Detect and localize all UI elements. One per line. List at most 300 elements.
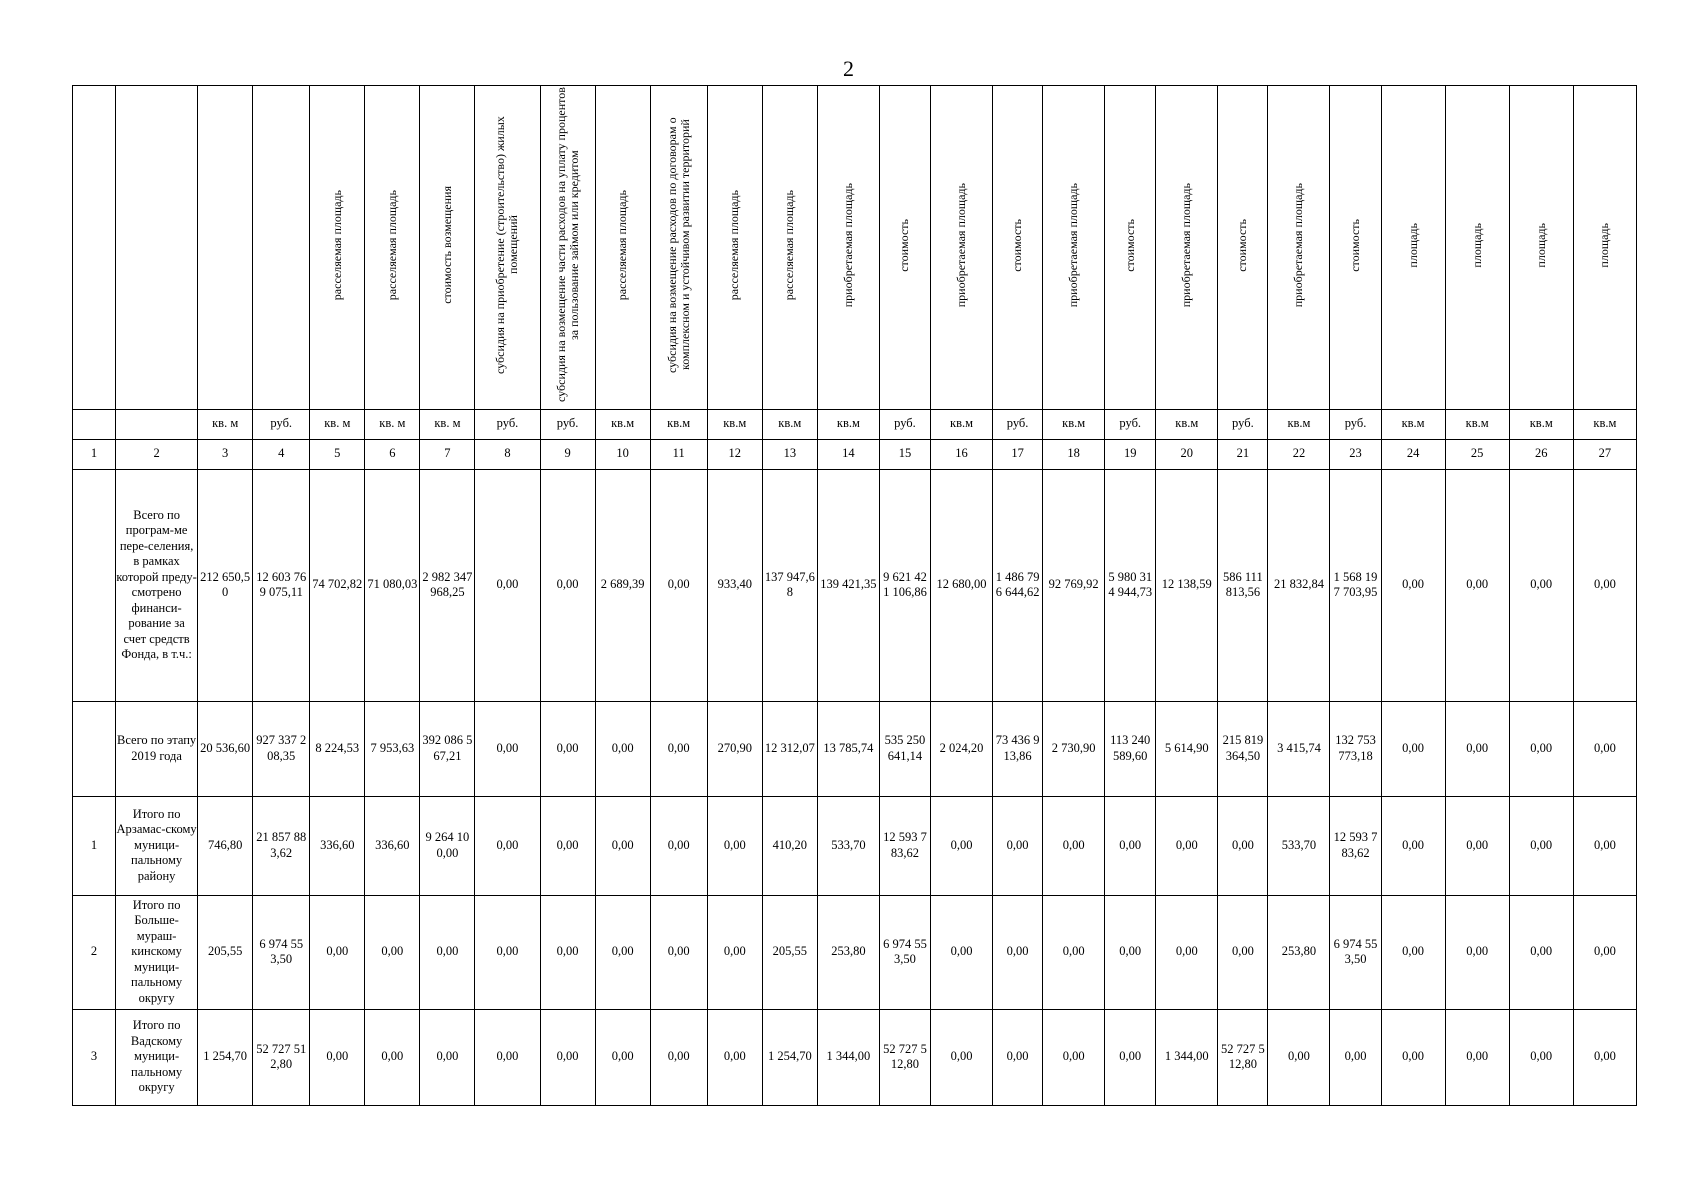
cell-value: 12 593 783,62 — [883, 830, 927, 860]
unit-cell — [73, 409, 116, 439]
cell-value: 2 730,90 — [1051, 740, 1096, 755]
value-cell — [707, 701, 762, 796]
value-cell — [1218, 469, 1268, 701]
unit-cell: кв. м — [365, 409, 420, 439]
cell-value: 586 111 813,56 — [1223, 569, 1263, 599]
column-number-cell: 17 — [993, 439, 1043, 469]
value-cell — [762, 469, 817, 701]
cell-value: 0,00 — [496, 944, 519, 959]
cell-value: 1 344,00 — [1164, 1049, 1209, 1064]
header-label: площадь — [1533, 222, 1548, 268]
value-cell — [1156, 895, 1218, 1009]
cell-value: 0,00 — [950, 944, 973, 959]
value-cell — [1445, 796, 1509, 895]
cell-value: 139 421,35 — [820, 577, 877, 592]
cell-value: 13 785,74 — [823, 740, 874, 755]
cell-value: 1 486 796 644,62 — [995, 569, 1040, 599]
column-number-cell: 9 — [540, 439, 595, 469]
column-number-cell: 2 — [116, 439, 198, 469]
value-cell — [253, 895, 310, 1009]
unit-cell: руб. — [993, 409, 1043, 439]
cell-value: 0,00 — [667, 740, 690, 755]
value-cell — [930, 701, 992, 796]
unit-cell: руб. — [253, 409, 310, 439]
header-cell — [993, 86, 1043, 410]
cell-value: 0,00 — [1466, 740, 1489, 755]
header-cell — [1105, 86, 1156, 410]
cell-value: 9 264 100,00 — [425, 830, 470, 860]
value-cell — [1268, 895, 1330, 1009]
value-cell — [1509, 701, 1573, 796]
value-cell — [365, 895, 420, 1009]
header-cell — [1043, 86, 1105, 410]
column-number-cell: 18 — [1043, 439, 1105, 469]
value-cell — [475, 895, 540, 1009]
cell-value: 0,00 — [1593, 837, 1616, 852]
cell-value: 0,00 — [1062, 1049, 1085, 1064]
header-cell — [1509, 86, 1573, 410]
value-cell — [420, 469, 475, 701]
cell-value: 0,00 — [667, 1049, 690, 1064]
cell-value: 2 982 347 968,25 — [422, 569, 473, 599]
value-cell — [1043, 1009, 1105, 1105]
cell-value: 0,00 — [667, 577, 690, 592]
value-cell — [1573, 701, 1636, 796]
column-number-cell: 22 — [1268, 439, 1330, 469]
cell-value: 0,00 — [1006, 1049, 1029, 1064]
column-number-cell: 20 — [1156, 439, 1218, 469]
unit-cell: кв.м — [1509, 409, 1573, 439]
cell-value: 205,55 — [207, 944, 243, 959]
value-cell — [365, 469, 420, 701]
value-cell — [1218, 895, 1268, 1009]
value-cell — [365, 796, 420, 895]
value-cell — [1330, 469, 1381, 701]
unit-cell: кв. м — [420, 409, 475, 439]
value-cell — [1381, 1009, 1445, 1105]
cell-value: 0,00 — [1530, 944, 1553, 959]
value-cell — [879, 469, 930, 701]
cell-value: 0,00 — [1062, 837, 1085, 852]
cell-value: 0,00 — [381, 944, 404, 959]
header-label: приобретаемая площадь — [840, 182, 855, 308]
value-cell — [1218, 1009, 1268, 1105]
value-cell — [1156, 701, 1218, 796]
cell-value: 5 980 314 944,73 — [1108, 569, 1153, 599]
value-cell — [817, 1009, 879, 1105]
cell-value: 392 086 567,21 — [422, 733, 473, 763]
value-cell — [595, 895, 650, 1009]
row-number-cell: 2 — [73, 895, 116, 1009]
cell-value: 21 832,84 — [1273, 577, 1324, 592]
cell-value: 0,00 — [1466, 577, 1489, 592]
value-cell — [650, 1009, 707, 1105]
value-cell — [762, 796, 817, 895]
cell-value: 0,00 — [1402, 577, 1425, 592]
column-number-cell: 15 — [879, 439, 930, 469]
value-cell — [198, 1009, 253, 1105]
header-label: стоимость — [897, 218, 912, 272]
header-cell — [1218, 86, 1268, 410]
cell-value: 336,60 — [320, 837, 355, 852]
cell-value: 1 254,70 — [767, 1049, 812, 1064]
cell-value: 21 857 883,62 — [256, 830, 307, 860]
value-cell — [1268, 796, 1330, 895]
cell-value: 0,00 — [1593, 577, 1616, 592]
cell-value: 0,00 — [1402, 837, 1425, 852]
cell-value: 2 689,39 — [600, 577, 645, 592]
column-number-cell: 24 — [1381, 439, 1445, 469]
cell-value: 0,00 — [1402, 1049, 1425, 1064]
cell-value: 0,00 — [496, 837, 519, 852]
value-cell — [1105, 469, 1156, 701]
cell-value: 0,00 — [556, 837, 579, 852]
header-label: расселяемая площадь — [782, 189, 797, 301]
value-cell — [1330, 796, 1381, 895]
value-cell — [253, 701, 310, 796]
value-cell — [1156, 1009, 1218, 1105]
page-number: 2 — [843, 56, 854, 81]
value-cell — [1043, 895, 1105, 1009]
header-label: стоимость — [1010, 218, 1025, 272]
value-cell — [420, 701, 475, 796]
value-cell — [879, 701, 930, 796]
value-cell — [475, 469, 540, 701]
cell-value: 533,70 — [1281, 837, 1317, 852]
value-cell — [595, 1009, 650, 1105]
row-number-cell: 1 — [73, 796, 116, 895]
value-cell — [595, 796, 650, 895]
value-cell — [930, 796, 992, 895]
value-cell — [475, 1009, 540, 1105]
cell-value: 0,00 — [1175, 837, 1198, 852]
value-cell — [1509, 1009, 1573, 1105]
value-cell — [198, 469, 253, 701]
value-cell — [540, 469, 595, 701]
value-cell — [1509, 895, 1573, 1009]
value-cell — [198, 701, 253, 796]
cell-value: 0,00 — [496, 1049, 519, 1064]
column-number-cell: 23 — [1330, 439, 1381, 469]
header-label: расселяемая площадь — [329, 189, 344, 301]
cell-value: 0,00 — [1593, 740, 1616, 755]
cell-value: 0,00 — [723, 837, 746, 852]
cell-value: 6 974 553,50 — [883, 936, 927, 966]
row-number-cell — [73, 469, 116, 701]
value-cell — [595, 469, 650, 701]
row-name-cell: Итого по Арзамас-скому муници-пальному району — [116, 796, 198, 895]
value-cell — [1330, 895, 1381, 1009]
value-cell — [1381, 469, 1445, 701]
unit-cell: кв.м — [817, 409, 879, 439]
value-cell — [993, 895, 1043, 1009]
value-cell — [930, 895, 992, 1009]
column-numbers-row — [73, 439, 1637, 469]
cell-value: 533,70 — [831, 837, 866, 852]
header-label: площадь — [1405, 222, 1420, 268]
unit-cell: кв. м — [198, 409, 253, 439]
value-cell — [1105, 895, 1156, 1009]
column-number-cell: 11 — [650, 439, 707, 469]
cell-value: 0,00 — [1530, 1049, 1553, 1064]
column-number-cell: 26 — [1509, 439, 1573, 469]
cell-value: 0,00 — [1119, 944, 1142, 959]
header-cell — [253, 86, 310, 410]
cell-value: 0,00 — [1119, 837, 1142, 852]
row-number-cell — [73, 701, 116, 796]
header-cell — [930, 86, 992, 410]
header-label: приобретаемая площадь — [1179, 182, 1194, 308]
value-cell — [1156, 796, 1218, 895]
value-cell — [707, 469, 762, 701]
value-cell — [253, 1009, 310, 1105]
cell-value: 0,00 — [381, 1049, 404, 1064]
value-cell — [1445, 1009, 1509, 1105]
header-cell — [475, 86, 540, 410]
unit-cell: кв.м — [1445, 409, 1509, 439]
column-number-cell: 14 — [817, 439, 879, 469]
column-number-cell: 5 — [310, 439, 365, 469]
cell-value: 6 974 553,50 — [1333, 936, 1378, 966]
header-label: стоимость — [1348, 218, 1363, 272]
cell-value: 0,00 — [723, 944, 746, 959]
value-cell — [420, 1009, 475, 1105]
cell-value: 0,00 — [1006, 944, 1029, 959]
cell-value: 1 568 197 703,95 — [1333, 569, 1378, 599]
value-cell — [420, 895, 475, 1009]
value-cell — [1218, 701, 1268, 796]
value-cell — [817, 796, 879, 895]
value-cell — [1573, 469, 1636, 701]
value-cell — [930, 469, 992, 701]
cell-value: 132 753 773,18 — [1335, 733, 1376, 763]
header-cell — [1156, 86, 1218, 410]
cell-value: 0,00 — [326, 944, 349, 959]
cell-value: 253,80 — [1281, 944, 1317, 959]
table-row — [73, 895, 1637, 1009]
cell-value: 137 947,68 — [764, 569, 815, 599]
value-cell — [365, 701, 420, 796]
header-cell — [540, 86, 595, 410]
column-number-cell: 1 — [73, 439, 116, 469]
value-cell — [707, 796, 762, 895]
column-number-cell: 25 — [1445, 439, 1509, 469]
cell-value: 92 769,92 — [1048, 577, 1099, 592]
cell-value: 6 974 553,50 — [259, 936, 304, 966]
cell-value: 0,00 — [436, 944, 459, 959]
cell-value: 0,00 — [1466, 837, 1489, 852]
cell-value: 410,20 — [772, 837, 807, 852]
column-number-cell: 7 — [420, 439, 475, 469]
header-cell — [310, 86, 365, 410]
header-row — [73, 86, 1637, 410]
table-row — [73, 701, 1637, 796]
unit-cell: кв.м — [762, 409, 817, 439]
column-number-cell: 13 — [762, 439, 817, 469]
cell-value: 0,00 — [436, 1049, 459, 1064]
header-cell — [1268, 86, 1330, 410]
header-label: субсидия на возмещение расходов по договорам о комплексном и устойчивом развитии территорий — [664, 117, 692, 373]
value-cell — [707, 1009, 762, 1105]
value-cell — [1573, 1009, 1636, 1105]
unit-cell: кв.м — [1573, 409, 1636, 439]
column-number-cell: 27 — [1573, 439, 1636, 469]
cell-value: 933,40 — [717, 577, 752, 592]
column-number-cell: 4 — [253, 439, 310, 469]
value-cell — [253, 796, 310, 895]
value-cell — [993, 1009, 1043, 1105]
header-label: площадь — [1469, 222, 1484, 268]
cell-value: 0,00 — [1530, 837, 1553, 852]
cell-value: 0,00 — [556, 740, 579, 755]
row-name-cell: Итого по Больше-мураш-кинскому муници-пальному округу — [116, 895, 198, 1009]
cell-value: 0,00 — [1530, 577, 1553, 592]
units-row — [73, 409, 1637, 439]
value-cell — [1043, 469, 1105, 701]
cell-value: 74 702,82 — [312, 577, 363, 592]
column-number-cell: 12 — [707, 439, 762, 469]
header-label: приобретаемая площадь — [954, 182, 969, 308]
cell-value: 0,00 — [1402, 740, 1425, 755]
header-label: стоимость — [1235, 218, 1250, 272]
value-cell — [1381, 701, 1445, 796]
cell-value: 12 680,00 — [936, 577, 987, 592]
value-cell — [762, 1009, 817, 1105]
value-cell — [993, 796, 1043, 895]
cell-value: 0,00 — [556, 577, 579, 592]
value-cell — [650, 796, 707, 895]
value-cell — [1445, 469, 1509, 701]
unit-cell: кв.м — [595, 409, 650, 439]
value-cell — [310, 469, 365, 701]
cell-value: 2 024,20 — [939, 740, 984, 755]
value-cell — [879, 895, 930, 1009]
value-cell — [817, 895, 879, 1009]
column-number-cell: 19 — [1105, 439, 1156, 469]
value-cell — [762, 701, 817, 796]
value-cell — [475, 796, 540, 895]
cell-value: 0,00 — [556, 1049, 579, 1064]
value-cell — [879, 796, 930, 895]
cell-value: 0,00 — [611, 944, 634, 959]
header-label: субсидия на возмещение части расходов на уплату процентов за пользование займом или кредитом — [553, 87, 581, 403]
value-cell — [650, 895, 707, 1009]
cell-value: 0,00 — [1175, 944, 1198, 959]
unit-cell: кв.м — [1268, 409, 1330, 439]
header-cell — [650, 86, 707, 410]
cell-value: 0,00 — [950, 1049, 973, 1064]
cell-value: 253,80 — [831, 944, 866, 959]
cell-value: 52 727 512,80 — [883, 1041, 927, 1071]
cell-value: 0,00 — [1402, 944, 1425, 959]
unit-cell: руб. — [540, 409, 595, 439]
cell-value: 0,00 — [1119, 1049, 1142, 1064]
cell-value: 0,00 — [496, 577, 519, 592]
cell-value: 12 138,59 — [1161, 577, 1212, 592]
row-number-cell: 3 — [73, 1009, 116, 1105]
header-cell — [707, 86, 762, 410]
cell-value: 0,00 — [1593, 944, 1616, 959]
cell-value: 0,00 — [611, 740, 634, 755]
cell-value: 5 614,90 — [1164, 740, 1209, 755]
cell-value: 0,00 — [611, 837, 634, 852]
header-label: приобретаемая площадь — [1291, 182, 1306, 308]
row-name-cell: Итого по Вадскому муници-пальному округу — [116, 1009, 198, 1105]
value-cell — [1330, 1009, 1381, 1105]
cell-value: 0,00 — [556, 944, 579, 959]
cell-value: 0,00 — [950, 837, 973, 852]
value-cell — [707, 895, 762, 1009]
value-cell — [930, 1009, 992, 1105]
cell-value: 0,00 — [1466, 944, 1489, 959]
cell-value: 205,55 — [772, 944, 807, 959]
value-cell — [310, 1009, 365, 1105]
header-cell — [879, 86, 930, 410]
table-row — [73, 469, 1637, 701]
header-label: расселяемая площадь — [384, 189, 399, 301]
column-number-cell: 3 — [198, 439, 253, 469]
value-cell — [993, 701, 1043, 796]
column-number-cell: 21 — [1218, 439, 1268, 469]
cell-value: 0,00 — [723, 1049, 746, 1064]
row-name-cell: Всего по этапу 2019 года — [116, 701, 198, 796]
header-label: расселяемая площадь — [727, 189, 742, 301]
value-cell — [1105, 796, 1156, 895]
cell-value: 1 254,70 — [203, 1049, 248, 1064]
value-cell — [198, 796, 253, 895]
cell-value: 212 650,50 — [200, 569, 251, 599]
value-cell — [1268, 469, 1330, 701]
value-cell — [817, 469, 879, 701]
value-cell — [993, 469, 1043, 701]
cell-value: 0,00 — [1530, 740, 1553, 755]
unit-cell: руб. — [475, 409, 540, 439]
cell-value: 71 080,03 — [367, 577, 418, 592]
cell-value: 927 337 208,35 — [256, 733, 307, 763]
value-cell — [1509, 796, 1573, 895]
value-cell — [1330, 701, 1381, 796]
cell-value: 215 819 364,50 — [1222, 733, 1264, 763]
value-cell — [1381, 796, 1445, 895]
cell-value: 8 224,53 — [315, 740, 360, 755]
unit-cell: кв.м — [1156, 409, 1218, 439]
unit-cell: кв.м — [650, 409, 707, 439]
cell-value: 0,00 — [1062, 944, 1085, 959]
cell-value: 0,00 — [667, 837, 690, 852]
cell-value: 746,80 — [207, 837, 243, 852]
column-number-cell: 10 — [595, 439, 650, 469]
value-cell — [540, 701, 595, 796]
value-cell — [253, 469, 310, 701]
cell-value: 270,90 — [717, 740, 752, 755]
value-cell — [1043, 796, 1105, 895]
value-cell — [650, 701, 707, 796]
cell-value: 7 953,63 — [370, 740, 415, 755]
value-cell — [1043, 701, 1105, 796]
resettlement-table — [72, 85, 1637, 1106]
value-cell — [1381, 895, 1445, 1009]
unit-cell: руб. — [1105, 409, 1156, 439]
unit-cell: кв.м — [1381, 409, 1445, 439]
cell-value: 12 603 769 075,11 — [256, 569, 307, 599]
table-row — [73, 1009, 1637, 1105]
unit-cell: руб. — [879, 409, 930, 439]
value-cell — [310, 895, 365, 1009]
cell-value: 0,00 — [1466, 1049, 1489, 1064]
unit-cell: кв.м — [707, 409, 762, 439]
cell-value: 535 250 641,14 — [884, 733, 926, 763]
column-number-cell: 16 — [930, 439, 992, 469]
